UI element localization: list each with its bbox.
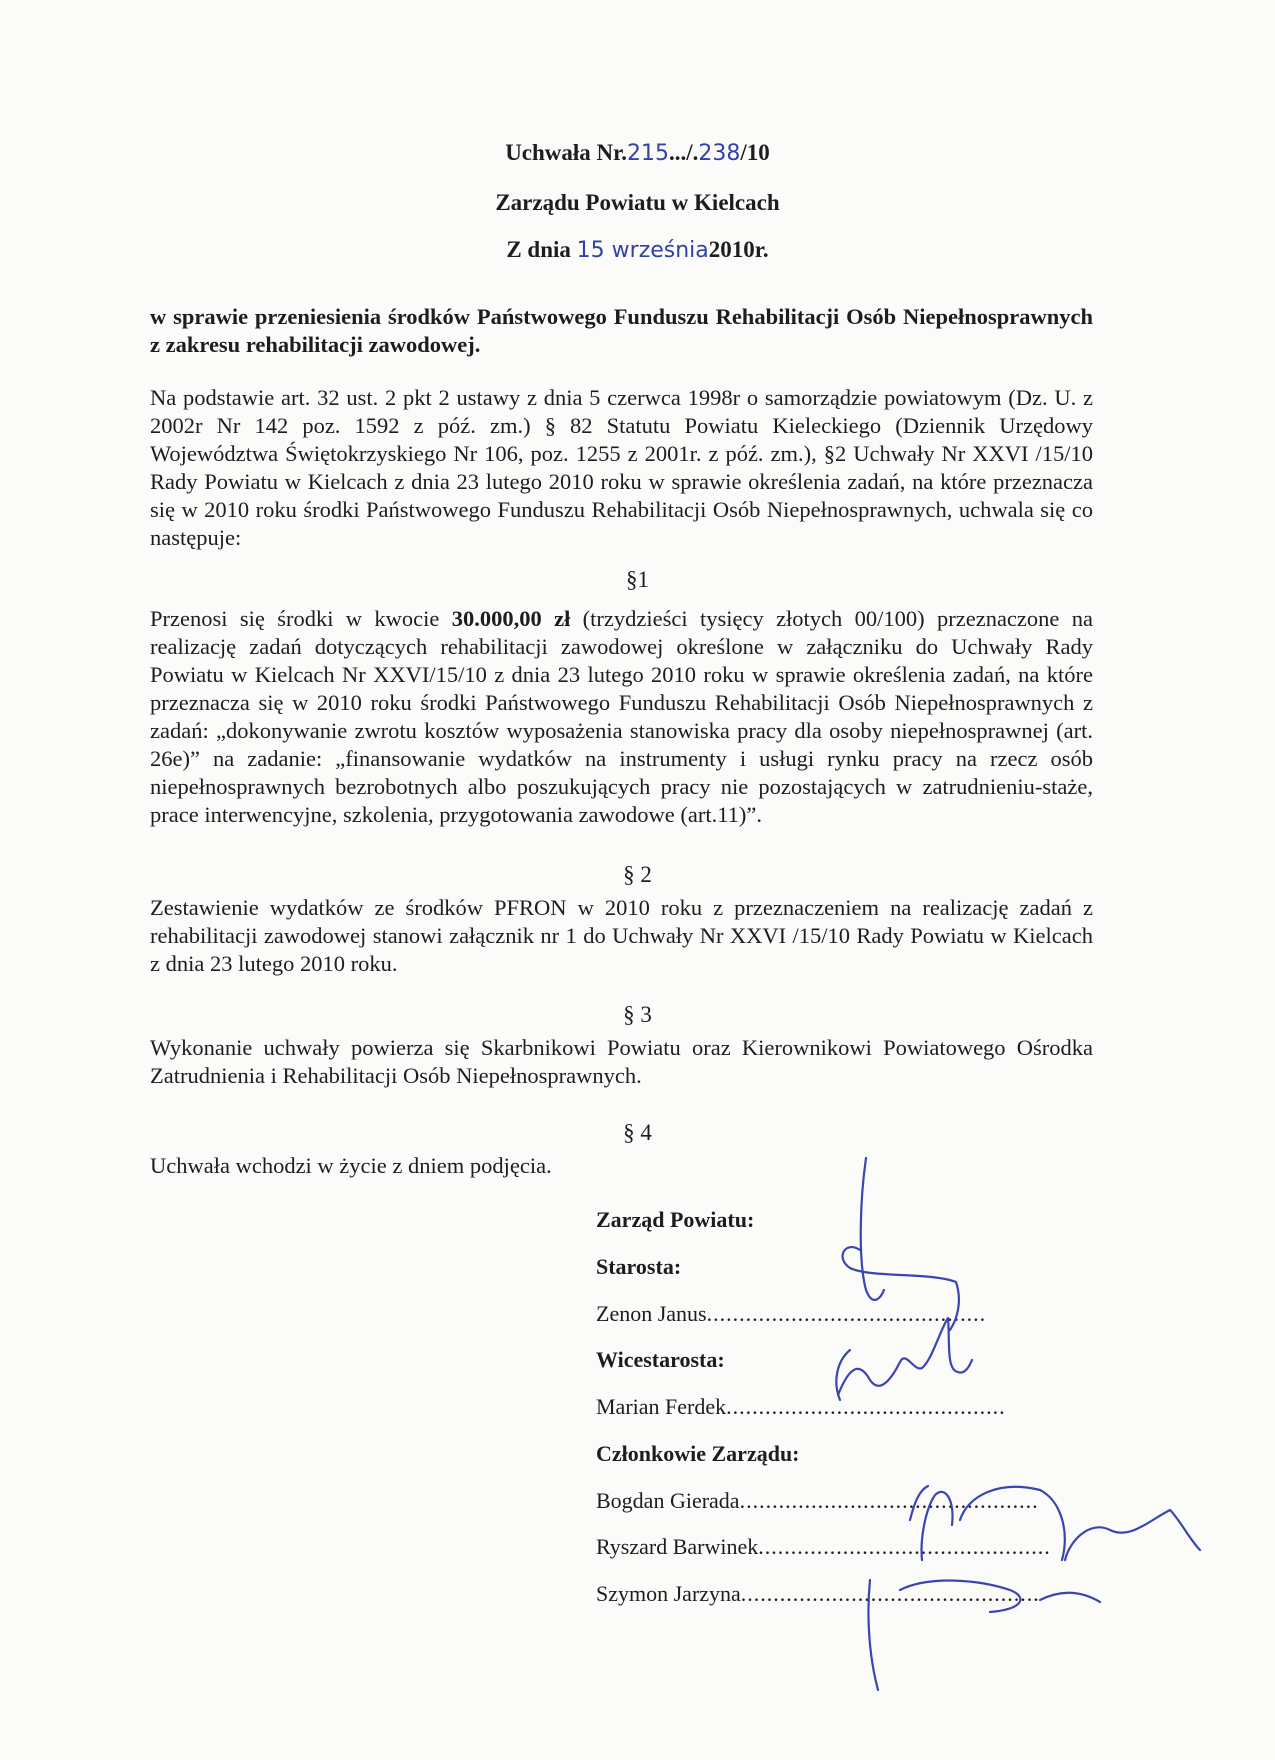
- member-line: Ryszard Barwinek.............................................: [596, 1534, 1051, 1559]
- section-1-heading: §1: [626, 567, 649, 592]
- section-3-heading: § 3: [623, 1002, 652, 1027]
- member-line: Szymon Jarzyna..............................................: [596, 1581, 1040, 1606]
- wicestarosta-line: Marian Ferdek...........................................: [596, 1394, 1006, 1419]
- issuing-body: Zarządu Powiatu w Kielcach: [495, 190, 780, 215]
- section-3-text: Wykonanie uchwały powierza się Skarbnikowi Powiatu oraz Kierownikowi Powiatowego Ośrodka Zatrudnienia i Rehabilitacji Osób Niepełnosprawnych.: [150, 1035, 1093, 1088]
- section-2-heading: § 2: [623, 862, 652, 887]
- section-4-text: Uchwała wchodzi w życie z dniem podjęcia.: [150, 1153, 552, 1178]
- starosta-line: Zenon Janus...........................................: [596, 1301, 987, 1326]
- signature-wicestarosta: [836, 1318, 972, 1400]
- wicestarosta-label: Wicestarosta:: [596, 1347, 725, 1372]
- member-line: Bogdan Gierada..............................................: [596, 1488, 1039, 1513]
- transfer-amount: 30.000,00 zł: [451, 606, 571, 631]
- section-2-text: Zestawienie wydatków ze środków PFRON w 2010 roku z przeznaczeniem na realizację zadań z rehabilitacji zawodowej stanowi załącznik nr 1 do Uchwały Nr XXVI /15/10 Rady Powiatu w Kielcach z dnia 23 lutego 2010 roku.: [150, 895, 1093, 976]
- section-1-text: Przenosi się środki w kwocie 30.000,00 zł (trzydzieści tysięcy złotych 00/100) przeznaczone na realizację zadań dotyczących rehabilitacji zawodowej określone w załączniku do Uchwały Rady Powiatu w Kielcach Nr XXVI/15/10 z dnia 23 lutego 2010 roku w sprawie określenia zadań, na które przeznacza się w 2010 roku środki Państwowego Funduszu Rehabilitacji Osób Niepełnosprawnych z zadań: „dokonywanie zwrotu kosztów wyposażenia stanowiska pracy dla osoby niepełnosprawnej (art. 26e)” na zadanie: „finansowanie wydatków na instrumenty i usługi rynku pracy na rzecz osób niepełnosprawnych bezrobotnych albo poszukujących pracy nie pozostających w zatrudnieniu-staże, prace interwencyjne, szkolenia, przygotowania zawodowe (art.11)”.: [150, 606, 1093, 827]
- member-name: Bogdan Gierada: [596, 1488, 740, 1513]
- section-4-heading: § 4: [623, 1120, 652, 1145]
- member-name: Ryszard Barwinek: [596, 1534, 759, 1559]
- members-label: Członkowie Zarządu:: [596, 1441, 800, 1466]
- resolution-subject: w sprawie przeniesienia środków Państwowego Funduszu Rehabilitacji Osób Niepełnosprawnych z zakresu rehabilitacji zawodowej.: [150, 304, 1093, 357]
- handwritten-number-1: 215: [627, 141, 670, 166]
- resolution-date: Z dnia 15 września2010r.: [506, 237, 769, 263]
- starosta-name: Zenon Janus: [596, 1301, 707, 1326]
- handwritten-date: 15 września: [576, 238, 709, 263]
- handwritten-number-2: 238: [698, 141, 741, 166]
- wicestarosta-name: Marian Ferdek: [596, 1394, 727, 1419]
- member-name: Szymon Jarzyna: [596, 1581, 741, 1606]
- board-heading: Zarząd Powiatu:: [596, 1207, 755, 1232]
- resolution-number: Uchwała Nr.215.../.238/10: [505, 140, 770, 166]
- preamble: Na podstawie art. 32 ust. 2 pkt 2 ustawy z dnia 5 czerwca 1998r o samorządzie powiatowym (Dz. U. z 2002r Nr 142 poz. 1592 z póź. zm.) § 82 Statutu Powiatu Kieleckiego (Dziennik Urzędowy Województwa Świętokrzyskiego Nr 106, poz. 1255 z 2001r. z póź. zm.), §2 Uchwały Nr XXVI /15/10 Rady Powiatu w Kielcach z dnia 23 lutego 2010 roku w sprawie określenia zadań, na które przeznacza się w 2010 roku środki Państwowego Funduszu Rehabilitacji Osób Niepełnosprawnych, uchwala się co następuje:: [150, 385, 1093, 550]
- starosta-label: Starosta:: [596, 1254, 682, 1279]
